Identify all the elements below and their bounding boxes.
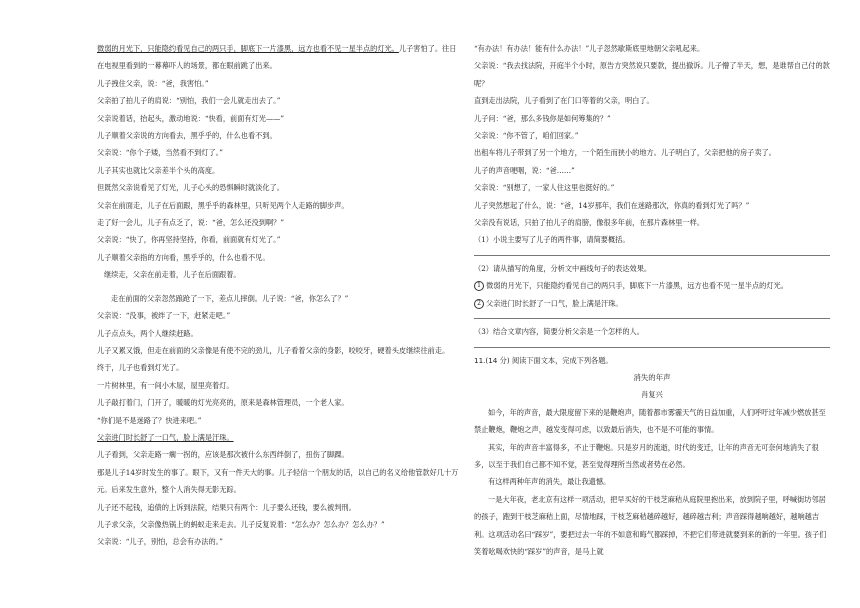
answer-line[interactable] [474,318,830,319]
paragraph: 儿子点点头，两个人继续赶路。 [97,328,198,338]
paragraph: 有这样两种年声的消失，最让我遗憾。 [488,477,611,487]
underlined-sentence: 微弱的月光下，只能隐约看见自己的两只手，脚底下一片漆黑，远方也看不见一星半点的灯光。 [97,44,399,53]
question-1: （1）小说主要写了儿子的两件事，请简要概括。 [474,235,630,245]
paragraph: 一是大年夜，老北京有这样一项活动，把早买好的干枝芝麻秸从庭院里抱出来，放到院子里，呼喊街坊邻居的孩子，跑到干枝芝麻秸上面，尽情地踩，干枝芝麻秸越碎越好，越碎越吉利；声音踩得越响越好，越响越吉利。这项活动名曰“踩岁”，要把过去一年的不如意和晦气都踩掉，不把它们带进就要到来的新的一年里。孩子们笑着吆喝欢快的“踩岁”的声音，是马上就 [474,494,827,556]
paragraph: 父亲说着话，抬起头，激动地说：“快看，前面有灯光——” [97,113,285,123]
paragraph: “你们是不是迷路了？快进来吧。” [97,415,202,425]
question-2-item-2 [474,295,830,312]
paragraph: 一片树林里，有一间小木屋，屋里亮着灯。 [97,380,234,390]
paragraph: 儿子顺着父亲说的方向看去，黑乎乎的，什么也看不到。 [97,131,277,141]
paragraph: 儿子求父亲，父亲像热锅上的蚂蚁走来走去。儿子反复说着：“怎么办？怎么办？怎么办？” [97,519,385,529]
paragraph: 父亲说：“我去找法院，开庭半个小时，原告方突然说只要款，提出撤诉。儿子懵了半天，想，是谁帮自己付的款呢？ [474,61,830,88]
paragraph: 终于，儿子也看到灯光了。 [97,363,184,373]
paragraph: 继续走，父亲在前走着，儿子在后面跟着。 [104,270,241,280]
question-2-text-1: 微弱的月光下，只能隐约看见自己的两只手，脚底下一片漆黑，远方也看不见一星半点的灯光。 [486,281,788,291]
paragraph: 儿子又累又饿，但走在前面的父亲像是有使不完的劲儿，儿子看着父亲的身影，咬咬牙，硬着头皮继续往前走。 [97,345,450,355]
paragraph: 其实，年的声音丰富得多，不止于鞭炮。只是岁月的流逝，时代的变迁，让年的声音无可奈何地消失了很多，以至于我们自己都不知不觉，甚至觉得理所当然或者势在必然。 [474,442,819,469]
paragraph: 走了好一会儿，儿子有点乏了，说：“爸，怎么还没到啊？” [97,218,285,228]
paragraph: 儿子还不起钱，追债的上诉到法院，结果只有两个：儿子要么还钱，要么被判刑。 [97,502,356,512]
question-2-text-2: 父亲进门时长舒了一口气，脸上满是汗珠。 [486,298,623,308]
paragraph: 儿子其实也就比父亲差半个头的高度。 [97,165,220,175]
underlined-sentence: 父亲进门时长舒了一口气，脸上满是汗珠。 [97,432,234,442]
circled-number: 1 [474,281,484,291]
paragraph: “有办法！有办法！能有什么办法！”儿子忽然歇斯底里地朝父亲吼起来。 [474,44,705,53]
paragraph: 如今，年的声音，最大限度留下来的是鞭炮声，随着都市雾霾天气的日益加重，人们呼吁过年减少燃放甚至禁止鞭炮，鞭炮之声，越发变得可虑，以致最后消失，也不是不可能的事情。 [474,407,826,435]
paragraph: 父亲说：“儿子，别怕，总会有办法的。” [97,537,223,547]
paragraph: 父亲拍了拍儿子的肩说：“别怕，我们一会儿就走出去了。” [97,96,281,106]
paragraph: 那是儿子14岁时发生的事了。眼下，又有一件天大的事。儿子轻信一个朋友的话，以自己的名义给他管款好几十万元。后来发生意外，整个人消失得无影无踪。 [97,467,459,495]
paragraph: 走在前面的父亲忽然踉跄了一下，差点儿摔倒。儿子说：“爸，你怎么了？” [111,293,349,303]
paragraph: 儿子的声音哽咽，说：“爸……” [474,165,575,175]
paragraph: 直到走出法院，儿子看到了在门口等着的父亲，明白了。 [474,96,654,106]
paragraph: 儿子问：“爸，那么多钱你是如何筹集的？” [474,113,611,123]
right-column [474,40,830,560]
question-2-item-1 [474,277,830,294]
article-author: 肖复兴 [641,390,663,400]
question-11-heading: 11.(14 分) 阅读下面文本，完成下列各题。 [474,355,613,365]
paragraph: 但既然父亲说看见了灯光，儿子心头的恐惧瞬时就淡化了。 [97,183,284,193]
paragraph-text: 儿子害怕了。往日在电视里看到的一幕幕吓人的场景，都在眼前跳了出来。 [97,44,457,71]
left-column [97,40,461,551]
paragraph: 父亲说：“你个子矮，当然看不到灯了。” [97,148,223,158]
answer-line[interactable] [474,347,830,348]
paragraph: 出租车将儿子带到了另一个地方，一个陌生而狭小的地方。儿子明白了，父亲把他的房子卖了。 [474,148,776,158]
paragraph: 儿子敲打着门，门开了，暖暖的灯光亮亮的，原来是森林管理员，一个老人家。 [97,398,349,408]
paragraph: 父亲说：“别想了，一家人住这里也挺好的。” [474,183,615,193]
paragraph: 儿子突然想起了什么，说：“爸，14岁那年，我们在迷路那次，你真的看到灯光了吗？” [474,200,750,210]
paragraph [97,40,461,75]
question-3: （3）结合文章内容，简要分析父亲是一个怎样的人。 [474,327,644,337]
paragraph: 父亲说：“没事，被绊了一下，赶紧走吧。” [97,311,231,321]
paragraph: 父亲没有说话，只拍了拍儿子的肩膀，像很多年前，在那片森林里一样。 [474,218,705,228]
paragraph: 儿子拽住父亲，说：“爸，我害怕。” [97,78,209,88]
question-2: （2）请从描写的角度，分析文中画线句子的表达效果。 [474,263,652,273]
answer-line[interactable] [474,255,830,256]
article-title: 消失的年声 [633,372,671,382]
paragraph: 儿子顺着父亲指的方向看，黑乎乎的，什么也看不见。 [97,252,270,262]
circled-number: 2 [474,299,484,309]
paragraph: 父亲说：“快了，你再坚持坚持，你看，前面就有灯光了。” [97,235,281,245]
paragraph: 父亲在前面走，儿子在后面跟，黑乎乎的森林里，只听见两个人走路的脚步声。 [97,200,349,210]
paragraph: 儿子看到，父亲走路一瘸一拐的，应该是那次被什么东西绊倒了，扭伤了脚踝。 [97,450,349,460]
paragraph: 父亲说：“你不管了，咱们回家。” [474,131,579,141]
